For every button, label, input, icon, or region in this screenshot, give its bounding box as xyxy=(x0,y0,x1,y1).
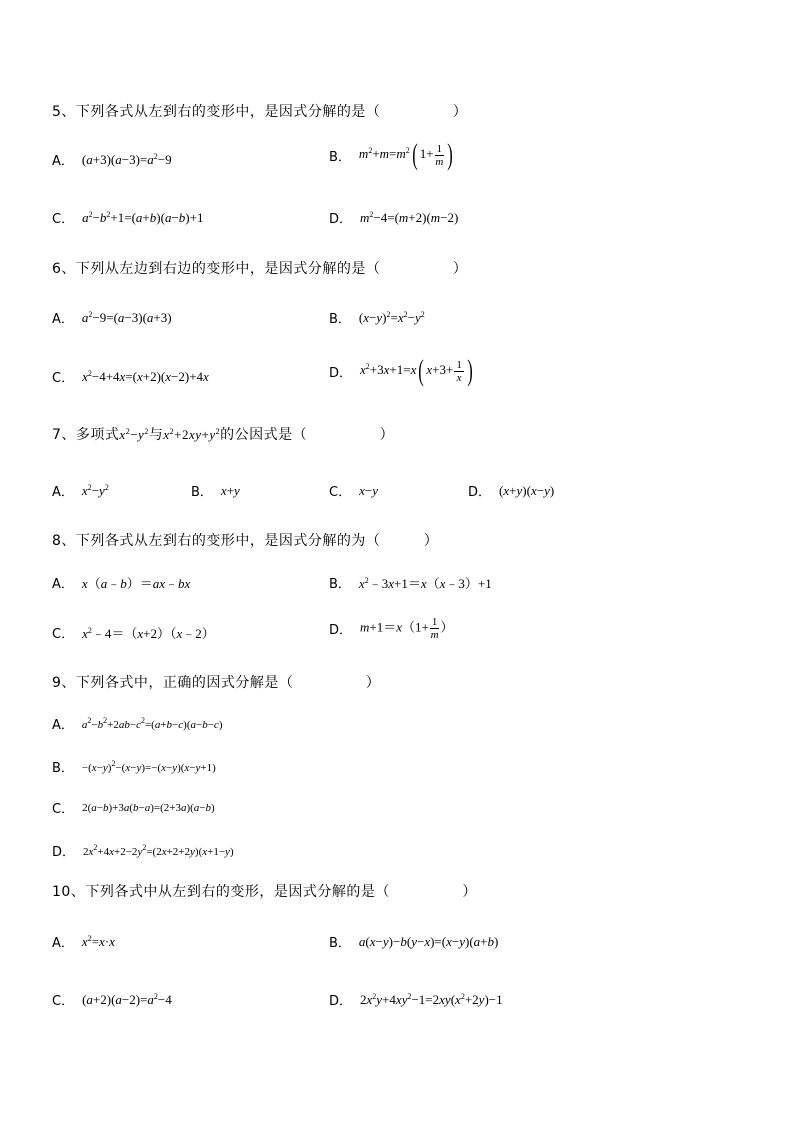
q9-option-a-label: A． xyxy=(52,718,74,733)
q5-option-a[interactable] xyxy=(52,150,172,169)
q6-option-d-label: D． xyxy=(329,365,353,381)
q9-option-c[interactable] xyxy=(52,798,215,817)
q6-option-d-formula: $x^2+3x+1=x$( x+3+ $\frac{1}{x}$ ) xyxy=(360,354,473,387)
q8-option-b-formula: $x^2﹣3x+1=x(x﹣3)+1$ xyxy=(358,576,492,591)
q5-option-b-label: B． xyxy=(329,149,351,165)
q10-option-c[interactable] xyxy=(52,990,172,1009)
q7-suffix: 的公因式是（ ） xyxy=(220,427,395,443)
q7-option-d-formula: (x+y)(x−y) xyxy=(499,482,555,498)
q10-option-b-formula: a(x−y)−b(y−x)=(x−y)(a+b) xyxy=(358,933,499,949)
question-7-stem xyxy=(52,424,394,444)
q7-option-a[interactable] xyxy=(52,481,109,500)
q5-option-b[interactable] xyxy=(329,140,455,170)
q7-prefix: 7、多项式 xyxy=(52,427,120,443)
q8-option-c[interactable] xyxy=(52,623,215,642)
q5-option-a-formula: $(a+3)(a-3)=a^2-9$ xyxy=(81,151,172,167)
q10-option-b-label: B． xyxy=(329,936,351,951)
q8-option-d-label: D． xyxy=(329,623,353,638)
q10-option-c-formula: $(a+2)(a-2)=a^2-4$ xyxy=(82,991,172,1007)
q8-option-d-formula: m+1＝x（1+ $\frac{1}{m}$ ） xyxy=(360,616,454,641)
q7-option-c-label: C． xyxy=(329,485,352,500)
q6-option-a-label: A． xyxy=(52,312,74,327)
q10-option-a-formula: $x^2=x\cdot x$ xyxy=(81,933,115,949)
q5-option-d-label: D． xyxy=(329,212,353,227)
question-5-stem: 5、下列各式从左到右的变形中，是因式分解的是（ ） xyxy=(52,104,468,120)
q9-option-d-formula: $2x^2+4x+2-2y^2=(2x+2+2y)(x+1-y)$ xyxy=(83,843,234,858)
q5-option-a-label: A． xyxy=(52,154,74,169)
q7-option-d-label: D． xyxy=(468,485,492,500)
q8-option-b-label: B． xyxy=(329,577,351,592)
question-6-stem: 6、下列从左边到右边的变形中，是因式分解的是（ ） xyxy=(52,261,468,277)
q7-option-a-formula: $x^2-y^2$ xyxy=(81,482,109,498)
q5-option-c-formula: $a^2-b^2+1=(a+b)(a-b)+1$ xyxy=(82,209,204,225)
q6-option-b-label: B． xyxy=(329,312,351,327)
q8-option-a[interactable] xyxy=(52,573,190,592)
q9-option-b[interactable] xyxy=(52,757,216,776)
q8-option-c-label: C． xyxy=(52,627,75,642)
q6-option-a-formula: $a^2-9=(a-3)(a+3)$ xyxy=(81,309,172,325)
q6-option-b-formula: $(x-y)^2=x^2-y^2$ xyxy=(358,309,425,325)
q9-option-c-label: C． xyxy=(52,802,75,817)
q10-option-d-formula: $2x^2y+4xy^2-1=2xy(x^2+2y)-1$ xyxy=(360,991,503,1007)
q5-option-b-formula: $m^2+m=m^2$( 1+ $\frac{1}{m}$ ) xyxy=(358,138,453,171)
q8-option-b[interactable] xyxy=(329,573,492,592)
q10-option-a-label: A． xyxy=(52,936,74,951)
question-8-stem: 8、下列各式从左到右的变形中，是因式分解的为（ ） xyxy=(52,533,439,549)
q5-option-c-label: C． xyxy=(52,212,75,227)
q7-option-c-formula: x−y xyxy=(359,482,378,498)
q7-mid: 与 xyxy=(148,427,164,443)
q8-option-c-formula: $x^2﹣4=(x+2)(x﹣2)$ xyxy=(82,626,215,641)
q5-option-c[interactable] xyxy=(52,208,203,227)
q9-option-b-label: B． xyxy=(52,761,74,776)
q7-option-c[interactable] xyxy=(329,481,378,500)
q7-option-b-formula: x+y xyxy=(220,482,240,498)
q7-option-a-label: A． xyxy=(52,485,74,500)
q7-option-d[interactable] xyxy=(468,481,554,500)
q6-option-c-label: C． xyxy=(52,371,75,386)
q9-option-c-formula: 2(a−b)+3a(b−a)=(2+3a)(a−b) xyxy=(82,801,215,814)
q8-option-a-formula: x（a﹣b）＝ax﹣bx xyxy=(81,576,191,591)
q6-option-c-formula: $x^2-4+4x=(x+2)(x-2)+4x$ xyxy=(82,368,209,384)
q7-option-b[interactable] xyxy=(191,481,240,500)
q10-option-a[interactable] xyxy=(52,932,115,951)
q5-option-d[interactable] xyxy=(329,208,458,227)
q9-option-a[interactable] xyxy=(52,714,222,733)
q6-option-c[interactable] xyxy=(52,367,209,386)
q7-option-b-label: B． xyxy=(191,485,213,500)
q10-option-d[interactable] xyxy=(329,990,503,1009)
q9-option-a-formula: $a^2-b^2+2ab-c^2=(a+b-c)(a-b-c)$ xyxy=(81,716,223,731)
q6-option-d[interactable] xyxy=(329,356,475,386)
question-9-stem: 9、下列各式中，正确的因式分解是（ ） xyxy=(52,675,381,691)
q7-poly-2: $x^2+2xy+y^2$ xyxy=(163,427,221,442)
q9-option-d-label: D． xyxy=(52,845,76,860)
q6-option-b[interactable] xyxy=(329,308,425,327)
q10-option-c-label: C． xyxy=(52,994,75,1009)
q8-option-a-label: A． xyxy=(52,577,74,592)
q6-option-a[interactable] xyxy=(52,308,172,327)
q10-option-b[interactable] xyxy=(329,932,498,951)
q9-option-d[interactable] xyxy=(52,841,234,860)
q10-option-d-label: D． xyxy=(329,994,353,1009)
q8-option-d[interactable] xyxy=(329,616,453,641)
question-10-stem: 10、下列各式中从左到右的变形，是因式分解的是（ ） xyxy=(52,884,477,900)
q7-poly-1: $x^2-y^2$ xyxy=(119,427,149,442)
q5-option-d-formula: $m^2-4=(m+2)(m-2)$ xyxy=(360,209,459,225)
q9-option-b-formula: $-(x-y)^2-(x-y)=-(x-y)(x-y+1)$ xyxy=(81,759,216,774)
